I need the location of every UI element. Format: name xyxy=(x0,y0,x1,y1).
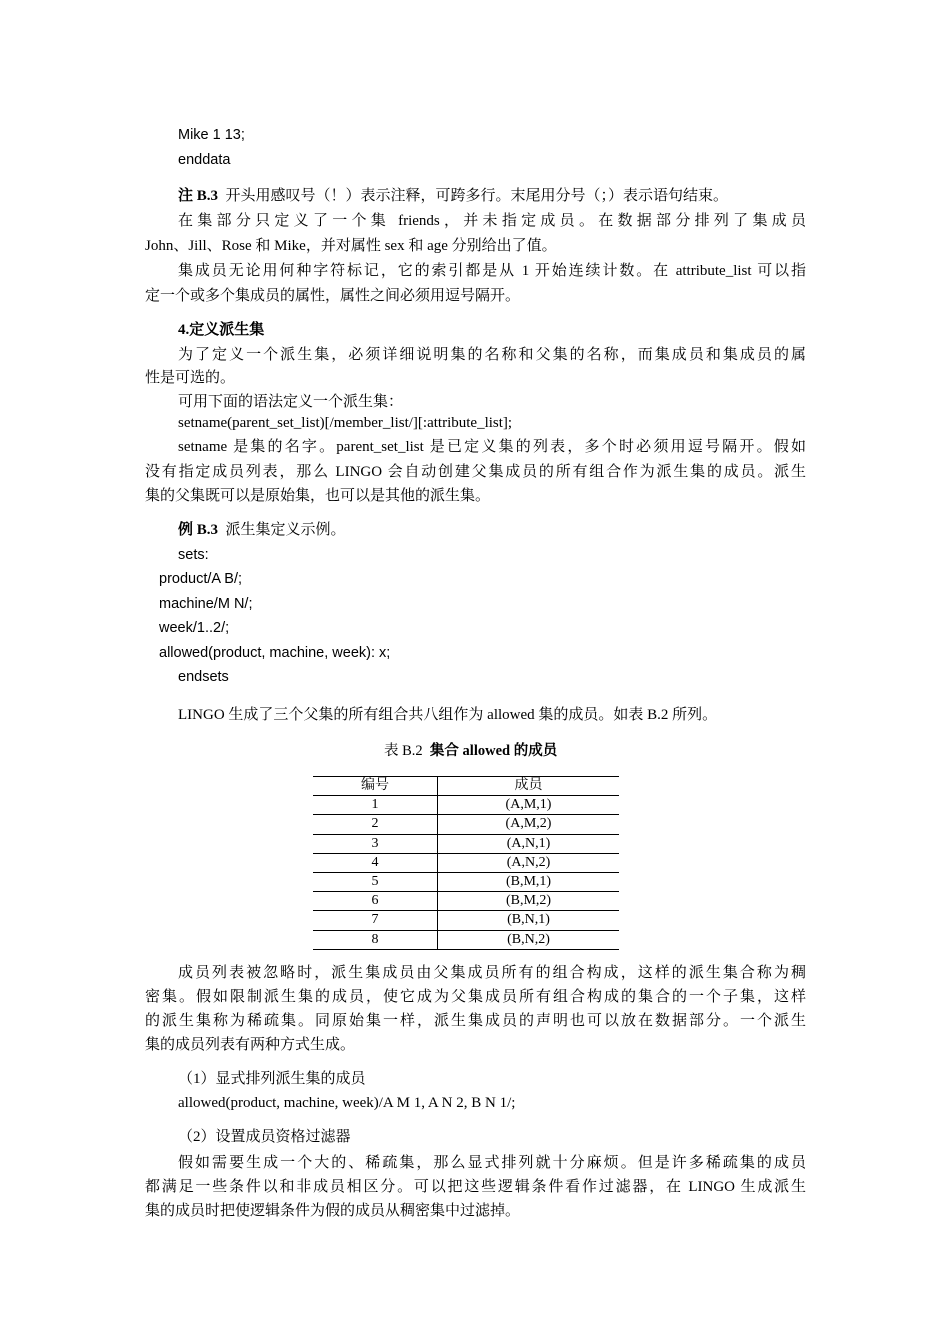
table-cell: (A,M,2) xyxy=(438,815,620,834)
code-line: Mike 1 13; xyxy=(178,127,245,143)
table-cell: 1 xyxy=(313,796,438,815)
table-row xyxy=(313,892,619,911)
code-line: allowed(product, machine, week)/A M 1, A N 2, B N 1/; xyxy=(178,1095,516,1111)
text-line: 定一个或多个集成员的属性，属性之间必须用逗号隔开。 xyxy=(145,288,521,304)
text-line: 性是可选的。 xyxy=(145,370,236,386)
table-cell: (B,N,2) xyxy=(438,930,620,949)
code-line: week/1..2/; xyxy=(159,620,230,636)
code-line: enddata xyxy=(178,152,231,168)
table-row xyxy=(313,815,619,834)
table-row xyxy=(313,872,619,891)
code-line: product/A B/; xyxy=(159,571,243,587)
section-heading: 4.定义派生集 xyxy=(178,322,265,338)
table-cell: 4 xyxy=(313,853,438,872)
code-line: allowed(product, machine, week): x; xyxy=(159,645,391,661)
text-line: 集的父集既可以是原始集，也可以是其他的派生集。 xyxy=(145,488,491,504)
example-text: 派生集定义示例。 xyxy=(225,522,346,538)
text-line: 没有指定成员列表，那么 LINGO 会自动创建父集成员的所有组合作为派生集的成员。派生 xyxy=(145,464,806,480)
table-cell: (A,N,1) xyxy=(438,834,620,853)
note-paragraph xyxy=(178,186,728,206)
note-text: 开头用感叹号（！）表示注释，可跨多行。末尾用分号（；）表示语句结束。 xyxy=(225,188,729,204)
text-line: 的派生集称为稀疏集。同原始集一样，派生集成员的声明也可以放在数据部分。一个派生 xyxy=(145,1013,806,1029)
table-cell: (B,N,1) xyxy=(438,911,620,930)
text-line: 可用下面的语法定义一个派生集： xyxy=(178,394,404,410)
table-cell: 5 xyxy=(313,872,438,891)
table-cell: 2 xyxy=(313,815,438,834)
code-line: sets: xyxy=(178,547,209,563)
example-label: 例 B.3 xyxy=(178,522,219,538)
text-line: 为了定义一个派生集，必须详细说明集的名称和父集的名称，而集成员和集成员的属 xyxy=(178,347,806,363)
table-cell: (A,N,2) xyxy=(438,853,620,872)
table-cell: 6 xyxy=(313,892,438,911)
table-row xyxy=(313,834,619,853)
text-line: LINGO 生成了三个父集的所有组合共八组作为 allowed 集的成员。如表 B.2 所列。 xyxy=(178,707,718,723)
text-line: 集成员无论用何种字符标记，它的索引都是从 1 开始连续计数。在 attribute_list 可以指 xyxy=(178,263,806,279)
table-header-cell: 成员 xyxy=(438,777,620,796)
text-line: John、Jill、Rose 和 Mike，并对属性 sex 和 age 分别给出了值。 xyxy=(145,238,557,254)
table-header-cell: 编号 xyxy=(313,777,438,796)
table-caption-number: 表 B.2 xyxy=(384,743,423,759)
table-cell: 7 xyxy=(313,911,438,930)
text-line: 假如需要生成一个大的、稀疏集，那么显式排列就十分麻烦。但是许多稀疏集的成员 xyxy=(178,1155,806,1171)
table-header-row xyxy=(313,777,619,796)
table-row xyxy=(313,853,619,872)
code-line: machine/M N/; xyxy=(159,596,253,612)
syntax-line: setname(parent_set_list)[/member_list/][:attribute_list]; xyxy=(178,415,513,431)
table-cell: (A,M,1) xyxy=(438,796,620,815)
table-row xyxy=(313,930,619,949)
list-item: （2）设置成员资格过滤器 xyxy=(178,1129,351,1145)
text-line: 成员列表被忽略时，派生集成员由父集成员所有的组合构成，这样的派生集合称为稠 xyxy=(178,965,806,981)
text-line: 集的成员列表有两种方式生成。 xyxy=(145,1037,356,1053)
example-paragraph xyxy=(178,520,346,540)
table-row xyxy=(313,911,619,930)
table-cell: 3 xyxy=(313,834,438,853)
members-table xyxy=(313,776,619,950)
table-cell: 8 xyxy=(313,930,438,949)
text-line: 都满足一些条件以和非成员相区分。可以把这些逻辑条件看作过滤器，在 LINGO 生成派生 xyxy=(145,1179,806,1195)
table-caption-title: 集合 allowed 的成员 xyxy=(429,743,558,759)
note-label: 注 B.3 xyxy=(178,188,219,204)
table-caption xyxy=(384,741,557,761)
table-row xyxy=(313,796,619,815)
text-line: 集的成员时把使逻辑条件为假的成员从稠密集中过滤掉。 xyxy=(145,1203,521,1219)
text-line: 密集。假如限制派生集的成员，使它成为父集成员所有组合构成的集合的一个子集，这样 xyxy=(145,989,806,1005)
code-line: endsets xyxy=(178,669,229,685)
table-cell: (B,M,1) xyxy=(438,872,620,891)
table-cell: (B,M,2) xyxy=(438,892,620,911)
list-item: （1）显式排列派生集的成员 xyxy=(178,1071,366,1087)
text-line: 在集部分只定义了一个集 friends，并未指定成员。在数据部分排列了集成员 xyxy=(178,213,806,229)
text-line: setname 是集的名字。parent_set_list 是已定义集的列表，多个时必须用逗号隔开。假如 xyxy=(178,439,806,455)
